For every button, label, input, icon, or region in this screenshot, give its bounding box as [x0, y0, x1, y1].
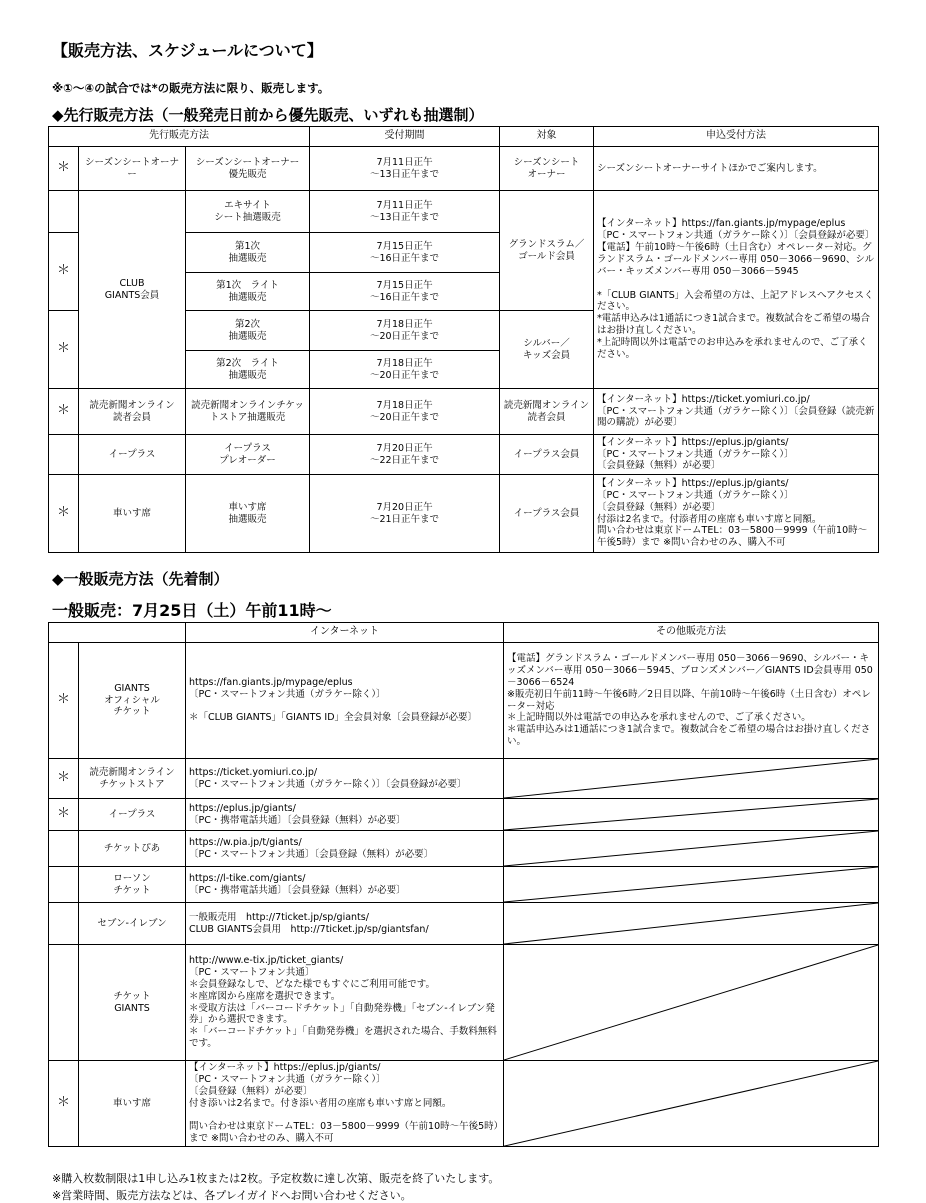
internet-info: https://eplus.jp/giants/ 〔PC・携帯電話共通〕〔会員登録（無料）が必要〕	[186, 799, 504, 831]
page-title: 【販売方法、スケジュールについて】	[52, 41, 323, 60]
footnote-2: ※営業時間、販売方法などは、各プレイガイドへお問い合わせください。	[52, 1189, 412, 1202]
general-sales-table	[48, 622, 879, 1147]
general-heading: ◆一般販売方法（先着制）	[52, 570, 229, 588]
sales-method: シーズンシートオーナー 優先販売	[186, 147, 310, 191]
sales-name: チケットぴあ	[79, 831, 186, 867]
not-applicable-slash	[504, 903, 879, 945]
not-applicable-slash	[504, 867, 879, 903]
internet-info: http://www.e-tix.jp/ticket_giants/ 〔PC・スマートフォン共通〕 ＊会員登録なしで、どなた様でもすぐにご利用可能です。 ＊座席図から座席を選択できます。 ＊受取方法は「バーコードチケット」「自動発券機」「セブン-イレブン発券」から選択できます。 ＊「バーコードチケット」「自動発券機」を選択された場合、手数料無料です。	[186, 945, 504, 1061]
table-row	[49, 389, 879, 435]
table-row	[49, 903, 879, 945]
sales-target: イープラス会員	[500, 475, 594, 553]
header-target: 対象	[500, 127, 594, 147]
internet-info: 一般販売用 http://7ticket.jp/sp/giants/ CLUB GIANTS会員用 http://7ticket.jp/sp/giantsfan/	[186, 903, 504, 945]
advance-heading: ◆先行販売方法（一般発売日前から優先販売、いずれも抽選制）	[52, 106, 484, 124]
sales-target: イープラス会員	[500, 435, 594, 475]
table-row	[49, 1061, 879, 1147]
sales-period: 7月11日正午 ～13日正午まで	[310, 147, 500, 191]
table-row	[49, 643, 879, 759]
sales-period: 7月18日正午 ～20日正午まで	[310, 311, 500, 351]
sales-target: シーズンシート オーナー	[500, 147, 594, 191]
star-mark: ＊	[49, 1061, 79, 1147]
sales-target: 読売新聞オンライン読者会員	[500, 389, 594, 435]
internet-info: https://l-tike.com/giants/ 〔PC・携帯電話共通〕〔会員登録（無料）が必要〕	[186, 867, 504, 903]
sales-period: 7月18日正午 ～20日正午まで	[310, 389, 500, 435]
sales-name: 車いす席	[79, 475, 186, 553]
table-row	[49, 191, 879, 233]
club-apply: 【インターネット】https://fan.giants.jp/mypage/eplus 〔PC・スマートフォン共通（ガラケー除く）〕〔会員登録が必要〕 【電話】午前10時～午後6時（土日含む）オペレーター対応。グランドスラム・ゴールドメンバー専用 050－3066－9690、シルバー・キッズメンバー専用 050－3066－5945 *「CLUB GIANTS」入会希望の方は、上記アドレスへアクセスください。 *電話申込みは1通話につき1試合まで。複数試合をご希望の場合はお掛け直しください。 *上記時間以外は電話でのお申込みを承れませんので、ご了承ください。	[594, 191, 879, 389]
star-mark	[49, 867, 79, 903]
header-method: 先行販売方法	[49, 127, 310, 147]
internet-info: https://ticket.yomiuri.co.jp/ 〔PC・スマートフォン共通（ガラケー除く）〕〔会員登録が必要〕	[186, 759, 504, 799]
table-row	[49, 435, 879, 475]
sales-method: イープラス プレオーダー	[186, 435, 310, 475]
internet-info: https://w.pia.jp/t/giants/ 〔PC・スマートフォン共通〕〔会員登録（無料）が必要〕	[186, 831, 504, 867]
sales-method: エキサイト シート抽選販売	[186, 191, 310, 233]
sales-name: チケット GIANTS	[79, 945, 186, 1061]
header-period: 受付期間	[310, 127, 500, 147]
sales-target: シルバー／ キッズ会員	[500, 311, 594, 389]
star-mark: ＊	[49, 799, 79, 831]
sales-method: 車いす席 抽選販売	[186, 475, 310, 553]
internet-info: https://fan.giants.jp/mypage/eplus 〔PC・スマートフォン共通（ガラケー除く）〕 ＊「CLUB GIANTS」「GIANTS ID」全会員対象〔会員登録が必要〕	[186, 643, 504, 759]
star-mark: ＊	[49, 475, 79, 553]
sales-name: 読売新聞オンライン チケットストア	[79, 759, 186, 799]
table-row	[49, 475, 879, 553]
star-mark	[49, 945, 79, 1061]
star-mark: ＊	[49, 233, 79, 311]
sales-method: 第2次 ライト 抽選販売	[186, 351, 310, 389]
club-name: CLUB GIANTS会員	[79, 191, 186, 389]
not-applicable-slash	[504, 831, 879, 867]
sales-period: 7月15日正午 ～16日正午まで	[310, 233, 500, 273]
sales-method: 第2次 抽選販売	[186, 311, 310, 351]
sales-name: イープラス	[79, 435, 186, 475]
star-mark: ＊	[49, 759, 79, 799]
internet-info: 【インターネット】https://eplus.jp/giants/ 〔PC・スマートフォン共通（ガラケー除く）〕 〔会員登録（無料）が必要〕 付き添いは2名まで。付き添い者用の座席も車いす席と同額。 問い合わせは東京ドームTEL：03－5800－9999（午前10時～午後5時）まで ※問い合わせのみ、購入不可	[186, 1061, 504, 1147]
sales-period: 7月11日正午 ～13日正午まで	[310, 191, 500, 233]
star-mark: ＊	[49, 643, 79, 759]
sales-period: 7月15日正午 ～16日正午まで	[310, 273, 500, 311]
sales-period: 7月20日正午 ～21日正午まで	[310, 475, 500, 553]
sales-apply: シーズンシートオーナーサイトほかでご案内します。	[594, 147, 879, 191]
sales-apply: 【インターネット】https://eplus.jp/giants/ 〔PC・スマートフォン共通（ガラケー除く）〕 〔会員登録（無料）が必要〕	[594, 435, 879, 475]
sales-method: 第1次 ライト 抽選販売	[186, 273, 310, 311]
sales-name: GIANTS オフィシャル チケット	[79, 643, 186, 759]
star-mark	[49, 831, 79, 867]
table-row	[49, 759, 879, 799]
header-apply: 申込受付方法	[594, 127, 879, 147]
sales-name: ローソン チケット	[79, 867, 186, 903]
star-mark	[49, 435, 79, 475]
not-applicable-slash	[504, 759, 879, 799]
star-mark: ＊	[49, 389, 79, 435]
sales-name: 車いす席	[79, 1061, 186, 1147]
not-applicable-slash	[504, 1061, 879, 1147]
sales-name: セブン-イレブン	[79, 903, 186, 945]
star-mark: ＊	[49, 147, 79, 191]
header-other: その他販売方法	[504, 623, 879, 643]
general-subheading: 一般販売：7月25日（土）午前11時～	[52, 601, 332, 620]
not-applicable-slash	[504, 945, 879, 1061]
sales-name: シーズンシートオーナー	[79, 147, 186, 191]
not-applicable-slash	[504, 799, 879, 831]
other-info: 【電話】グランドスラム・ゴールドメンバー専用 050－3066－9690、シルバー・キッズメンバー専用 050－3066－5945、ブロンズメンバー／GIANTS ID会員専用 050－3066－6524 ※販売初日午前11時～午後6時／2日目以降、午前10時～午後6時（土日含む）オペレーター対応 ＊上記時間以外は電話での申込みを承れませんので、ご了承ください。 ＊電話申込みは1通話につき1試合まで。複数試合をご希望の場合はお掛け直しください。	[504, 643, 879, 759]
table-row	[49, 799, 879, 831]
sales-period: 7月20日正午 ～22日正午まで	[310, 435, 500, 475]
sales-method: 第1次 抽選販売	[186, 233, 310, 273]
sales-period: 7月18日正午 ～20日正午まで	[310, 351, 500, 389]
advance-sales-table	[48, 126, 879, 553]
sales-name: イープラス	[79, 799, 186, 831]
table-row	[49, 945, 879, 1061]
sales-method: 読売新聞オンラインチケットストア抽選販売	[186, 389, 310, 435]
sales-apply: 【インターネット】https://ticket.yomiuri.co.jp/ 〔PC・スマートフォン共通（ガラケー除く）〕〔会員登録（読売新聞の購読）が必要〕	[594, 389, 879, 435]
table-row	[49, 867, 879, 903]
sales-name: 読売新聞オンライン 読者会員	[79, 389, 186, 435]
star-mark: ＊	[49, 311, 79, 389]
sales-target: グランドスラム／ ゴールド会員	[500, 191, 594, 311]
header-internet: インターネット	[186, 623, 504, 643]
top-note: ※①～④の試合では*の販売方法に限り、販売します。	[52, 81, 330, 95]
table-row	[49, 147, 879, 191]
sales-apply: 【インターネット】https://eplus.jp/giants/ 〔PC・スマートフォン共通（ガラケー除く）〕 〔会員登録（無料）が必要〕 付添は2名まで。付添者用の座席も車いす席と同額。 問い合わせは東京ドームTEL：03－5800－9999（午前10時～午後5時）まで ※問い合わせのみ、購入不可	[594, 475, 879, 553]
table-row	[49, 831, 879, 867]
star-mark	[49, 903, 79, 945]
footnote-1: ※購入枚数制限は1申し込み1枚または2枚。予定枚数に達し次第、販売を終了いたします。	[52, 1172, 500, 1185]
